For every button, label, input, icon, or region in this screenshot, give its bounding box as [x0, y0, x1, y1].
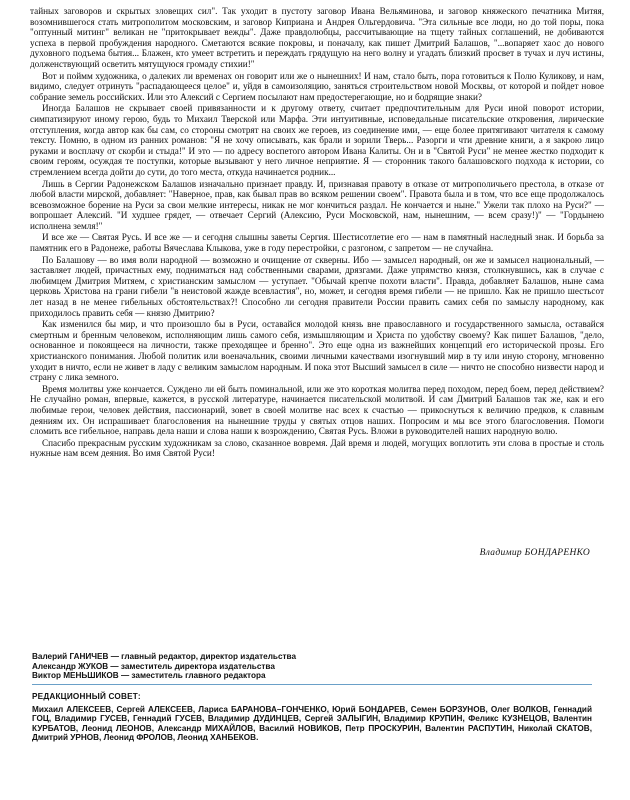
article-paragraph: Время молитвы уже кончается. Суждено ли ей быть поминальной, или же это короткая молитва перед походом, перед боем, перед действием? Не случайно роман, впервые, кажется, в русской литературе, начинается писательской молитвой. И сам Дмитрий Балашов так же, как и его любимые герои, человек действия, пассионарий, зовет в своей молитве нас всех к счастью — прикоснуться к величию предков, к славным деяниям их. Он испрашивает благословения на нынешние труды у святых отцов наших. Попросим и мы все этого благословения. Помоги сломить все гибельное, направь дела наши и слова наши к возрождению, Святая Русь. Вложи в руководителей наших народную волю. [30, 383, 604, 437]
staff-line: Виктор МЕНЬШИКОВ — заместитель главного редактора [32, 671, 266, 681]
editorial-board [32, 692, 592, 743]
board-members: Михаил АЛЕКСЕЕВ, Сергей АЛЕКСЕЕВ, Лариса БАРАНОВА–ГОНЧЕНКО, Юрий БОНДАРЕВ, Семен БОРЗУНОВ, Олег ВОЛКОВ, Геннадий ГОЦ, Владимир ГУСЕВ, Геннадий ГУСЕВ, Владимир ДУДИНЦЕВ, Сергей ЗАЛЫГИН, Владимир КРУПИН, Феликс КУЗНЕЦОВ, Валентин КУРБАТОВ, Леонид ЛЕОНОВ, Александр МИХАЙЛОВ, Василий НОВИКОВ, Петр ПРОСКУРИН, Валентин РАСПУТИН, Николай СКАТОВ, Дмитрий УРНОВ, Леонид ФРОЛОВ, Леонид ХАНБЕКОВ. [32, 704, 592, 743]
article-paragraph: Как изменился бы мир, и что произошло бы в Руси, оставайся молодой князь вне православного и государственного замысла, оставайся смертным и бренным человеком, исполняющим лишь самого себя, измышляющим и Христа по удобству своему? Как пишет Балашов, "дело, основанное и покоящееся на личности, также преходящее и бренно". Это еще одна из важнейших концепций его исторической прозы. Его христианского понимания. Любой политик или военачальник, своими личными качествами изогнувший мир в ту или иную сторону, мгновенно уходит в ничто, если не живет в ладу с великим замыслом народным. И пока этот Высший замысел в силе — ничто не способно низвести народ и страну с лика земного. [30, 319, 604, 383]
author-signature: Владимир БОНДАРЕНКО [479, 548, 590, 558]
article-paragraph: тайных заговоров и скрытых зловещих сил". Так уходит в пустоту заговор Ивана Вельяминова, и заговор княжеского печатника Митяя, возомнившегося стать митрополитом московским, и заговор Киприана и Андрея Ольгердовича. "Эта сильные все люди, но до той поры, пока "оптунный митинг" великан не "притокрывает вежды". Даже правдолюбцы, рассчитывающие на тщету тайных соглашений, не добиваются успеха в первой пробуждения народного. Сметаются всякие покровы, и поначалу, как пишет Дмитрий Балашов, "...вопаряет хаос до нового духовного подъема бытия... Блажен, кто умеет встретить и переждать грядущую на него волну и угадать близкий просвет в тучах и луч истины, долженствующий осветить мятущуюся громаду стихии!" [30, 6, 604, 69]
article-body [30, 6, 604, 460]
article-paragraph: И все же — Святая Русь. И все же — и сегодня слышны заветы Сергия. Шестисотлетие его — нам в памятный наследный знак. И борьба за памятник его в Радонеже, работы Вячеслава Клыкова, уже в году перестройки, с разгоном, с запретом — не случайна. [30, 232, 604, 254]
staff-line: Александр ЖУКОВ — заместитель директора издательства [32, 661, 275, 671]
article-paragraph: Спасибо прекрасным русским художникам за слово, сказанное вовремя. Дай время и людей, могущих воплотить эти слова в простые и столь нужные нам всем деяния. Во имя Святой Руси! [30, 437, 604, 459]
article-paragraph: Вот и поймм художника, о далеких ли временах он говорит или же о нынешних! И нам, стало быть, пора готовиться к Полю Куликову, и нам, видимо, следует отринуть "распадающееся целое" и, уйдя в самоизоляцию, заняться строительством новой Москвы, от которой и пойдет новое собрание земель российских. Или это Алексий с Сергием посылают нам предостерегающие, но и бодрящие знаки? [30, 70, 604, 102]
article-paragraph: По Балашову — во имя воли народной — возможно и очищение от скверны. Ибо — замысел народный, он же и замысел национальный, — заставляет людей, причастных ему, подниматься над собственными сварами, дрязгами. Даже упрямство князя, столкнувшись, как в случае с любимцем Дмитрия Митяем, с христианским замыслом — уступает. "Обычай крепче похоти власти". Правда, добавляет Балашов, ныне сама церковь Христова на грани гибели "в неистовой жажде всевластия", но, может, и сегодня время гибели — не пришло. Как не пришло шестьсот лет назад в не менее гибельных обстоятельствах?! Способно ли сегодня правители России править самих себя по замыслу народному, как приходилось править себя — князю Дмитрию? [30, 254, 604, 318]
board-title: РЕДАКЦИОННЫЙ СОВЕТ: [32, 692, 141, 701]
article-paragraph: Иногда Балашов не скрывает своей привязанности и к другому ответу, считает предпочтительным для Руси иной поворот истории, симпатизируют иному герою, будь то Михаил Тверской или Марфа. Эти интуитивные, исповедальные писательские откровения, лирические отступления, когда автор как бы сам, со стороны смотрят на своих же героев, из соединение ими, — еще более притягивают читателя к самому тексту. Помню, в одном из ранних романов: "Я не хочу описывать, как брали и зорили Тверь... Разорги и чти древние книги, а я закрою лицо руками и восплачу от скорби и стыда!" И это — по адресу воспетого автором Ивана Калиты. Он и в "Святой Руси" не менее жестко подходит к своим героям, осуждая те поступки, которые вызывают у него личное неприятие. Я — сторонник такого балашовского подхода к истории, со стремлением всегда дойти до сути, до того места, откуда начинается родник... [30, 103, 604, 177]
section-divider [32, 684, 592, 685]
article-paragraph: Лишь в Сергии Радонежском Балашов изначально признает правду. И, признавая правоту в отказе от митрополичьего престола, в отказе от любой власти мирской, добавляет: "Наверное, прав, как бывал прав во всяком решении своем". Правота была и в том, что все еще продолжалось всевозможное борение на Руси за свои мелкие интересы, никак не мог кончиться раздал. Не кончается и ныне." Ужели так плохо на Руси?" — вопрошает Алексий. "И худшее грядет, — отвечает Сергий (Алексию, Руси Московской, нам, нынешним, — всем сразу!)" — "Гордынею исполнена земля!" [30, 178, 604, 231]
staff-line: Валерий ГАНИЧЕВ — главный редактор, директор издательства [32, 652, 297, 661]
editorial-staff [32, 652, 452, 681]
